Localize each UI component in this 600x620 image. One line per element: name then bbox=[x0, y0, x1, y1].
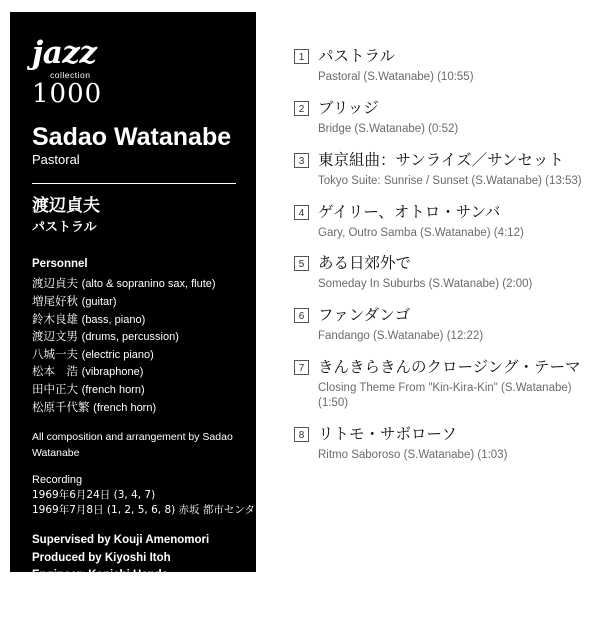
track-number: 6 bbox=[294, 308, 309, 323]
recording-heading: Recording bbox=[32, 473, 83, 486]
personnel-instrument: (drums, percussion) bbox=[81, 331, 179, 344]
track-subtitle: Someday In Suburbs (S.Watanabe) (2:00) bbox=[318, 278, 533, 291]
tracklist bbox=[256, 12, 590, 572]
track-number: 3 bbox=[294, 153, 309, 168]
track-number: 7 bbox=[294, 360, 309, 375]
composition-credit: All composition and arrangement by Sadao Watanabe bbox=[32, 431, 233, 460]
list-item bbox=[32, 275, 236, 293]
personnel-instrument: (french horn) bbox=[81, 384, 145, 397]
track-head bbox=[294, 424, 582, 445]
track-title-jp: リトモ・サボローソ bbox=[318, 424, 457, 443]
artist-name-jp: 渡辺貞夫 bbox=[32, 196, 100, 217]
track-number: 8 bbox=[294, 427, 309, 442]
album-title-en: Pastoral bbox=[32, 152, 80, 168]
divider bbox=[32, 183, 236, 184]
track-title-jp: ファンダンゴ bbox=[318, 306, 411, 325]
staff-credit-line: Engineer: Kenichi Handa bbox=[32, 569, 169, 582]
track-head bbox=[294, 150, 582, 171]
personnel-name: 八城一夫 bbox=[32, 346, 78, 361]
track-item bbox=[294, 357, 582, 411]
logo-1000-text: 1000 bbox=[32, 79, 103, 109]
personnel-name: 渡辺貞夫 bbox=[32, 276, 78, 291]
track-subtitle: Bridge (S.Watanabe) (0:52) bbox=[318, 122, 459, 135]
personnel-name: 田中正大 bbox=[32, 382, 78, 397]
track-title-jp: ブリッジ bbox=[318, 98, 379, 117]
personnel-name: 鈴木良雄 bbox=[32, 311, 78, 326]
track-title-jp: きんきらきんのクロージング・テーマ bbox=[318, 358, 581, 377]
track-subtitle: Gary, Outro Samba (S.Watanabe) (4:12) bbox=[318, 226, 524, 239]
track-subtitle: Ritmo Saboroso (S.Watanabe) (1:03) bbox=[318, 448, 508, 461]
personnel-instrument: (bass, piano) bbox=[81, 313, 146, 326]
logo-jazz-text: jazz bbox=[32, 35, 97, 71]
track-title-jp: ある日郊外で bbox=[318, 254, 412, 273]
track-item bbox=[294, 202, 582, 241]
personnel-name: 松本 浩 bbox=[32, 364, 78, 379]
info-panel bbox=[10, 12, 297, 617]
track-item bbox=[294, 98, 582, 137]
track-number: 2 bbox=[294, 101, 309, 116]
album-title-jp: パストラル bbox=[32, 219, 97, 235]
personnel-instrument: (guitar) bbox=[81, 296, 117, 308]
personnel-name: 渡辺文男 bbox=[32, 329, 78, 344]
staff-credit-line: Design: Mitsuru Yamada bbox=[32, 586, 166, 599]
list-item bbox=[32, 311, 236, 329]
list-item bbox=[32, 328, 236, 346]
logo-collection-text: collection bbox=[50, 70, 91, 80]
track-item bbox=[294, 150, 582, 189]
staff-credit-line: Produced by Kiyoshi Itoh bbox=[32, 551, 171, 564]
personnel-instrument: (french horn) bbox=[93, 401, 157, 414]
track-number: 1 bbox=[294, 49, 309, 64]
list-item bbox=[32, 399, 236, 417]
track-item bbox=[294, 46, 582, 85]
track-title-jp: ゲイリー、オトロ・サンバ bbox=[318, 202, 501, 221]
track-title-jp: 東京組曲：サンライズ／サンセット bbox=[318, 150, 564, 169]
track-item bbox=[294, 424, 582, 463]
personnel-name: 増尾好秋 bbox=[32, 294, 78, 308]
track-head bbox=[294, 98, 582, 119]
track-number: 5 bbox=[294, 256, 309, 271]
personnel-name: 松原千代繁 bbox=[32, 399, 90, 414]
personnel-instrument: (vibraphone) bbox=[81, 366, 144, 379]
list-item bbox=[32, 381, 236, 399]
personnel-heading: Personnel bbox=[32, 258, 88, 271]
staff-credits bbox=[32, 532, 236, 619]
list-item bbox=[32, 363, 236, 381]
staff-credit-line: Photo: Katsuji Abe bbox=[32, 604, 135, 617]
track-head bbox=[294, 357, 582, 378]
recording-date-line: 1969年7月8日 (1, 2, 5, 6, 8) 赤坂 都市センターホール bbox=[32, 503, 297, 516]
track-head bbox=[294, 202, 582, 223]
track-subtitle: Fandango (S.Watanabe) (12:22) bbox=[318, 330, 484, 343]
track-item bbox=[294, 253, 582, 292]
track-head bbox=[294, 46, 582, 67]
track-subtitle: Closing Theme From "Kin-Kira-Kin" (S.Watanabe) (1:50) bbox=[318, 382, 572, 410]
list-item bbox=[32, 293, 236, 311]
staff-credit-line: Supervised by Kouji Amenomori bbox=[32, 534, 210, 547]
track-title-jp: パストラル bbox=[318, 47, 396, 65]
recording-date-line: 1969年6月24日 (3, 4, 7) bbox=[32, 488, 156, 501]
artist-name-en: Sadao Watanabe bbox=[32, 123, 232, 151]
personnel-instrument: (alto & sopranino sax, flute) bbox=[81, 278, 216, 291]
track-number: 4 bbox=[294, 205, 309, 220]
track-item bbox=[294, 305, 582, 344]
track-subtitle: Tokyo Suite: Sunrise / Sunset (S.Watanabe) (13:53) bbox=[318, 174, 582, 187]
track-head bbox=[294, 305, 582, 326]
list-item bbox=[32, 346, 236, 364]
track-subtitle: Pastoral (S.Watanabe) (10:55) bbox=[318, 70, 474, 83]
track-head bbox=[294, 253, 582, 274]
personnel-list bbox=[32, 275, 236, 416]
jazz-collection-1000-logo bbox=[32, 35, 236, 109]
personnel-instrument: (electric piano) bbox=[81, 348, 154, 361]
